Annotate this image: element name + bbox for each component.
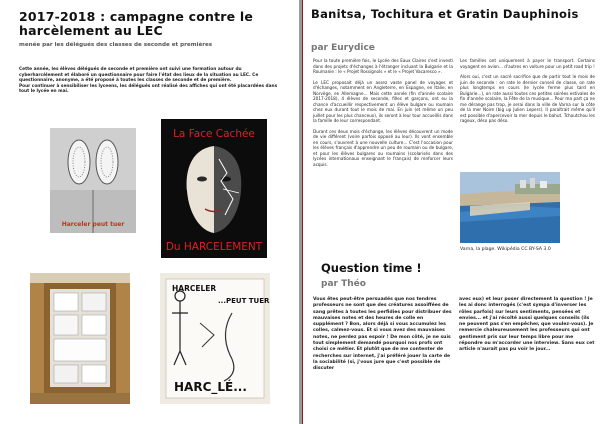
poster3-right: ...PEUT TUER xyxy=(218,297,270,305)
poster-slippers-photo xyxy=(50,128,136,233)
section-byline: par Théo xyxy=(321,279,366,289)
paragraph: Pour la toute première fois, le Lycée des Eaux Claires s'est investi dans des projets d'échanges à l'étranger incluant la Bulgarie et la Roumanie : le « Projet Rossignols » et le « Projet Vacaresco ». xyxy=(313,58,453,74)
paragraph: Le LEC proposait déjà un assez vaste panel de voyages et d'échanges, notamment en Angleterre, en Espagne, en Italie, en Norvège, en Allemagne... Mais cette année (fin d'année scolaire 2017-2018), 4 élèves de seconde, filles et garçons, ont eu la chance d'accueillir respectivement un élève bulgare ou roumain chez eux durant tout le mois de mai. En juin (et même un peu juillet pour les plus chanceux), ils seront à leur tour accueillis dans la famille de leur correspondant. xyxy=(313,79,453,123)
photo-caption: Varna, la plage. Wikipédia CC BY-SA 3.0 xyxy=(460,247,551,252)
question-column-1: Vous êtes peut-être persuadés que nos tendres professeurs ne sont que des créatures assoiffées de sang prêtes à toutes les perfidies pour distribuer des mauvaises notes et des heures de colle en supplément ? Bon, alors déjà si vous accumulez les colles, calmez-vous. Et si vous avez des mauvaises notes, ne perdez pas espoir ! De mon côté, je ne suis tout simplement demandé pourquoi nos profs ont choisi ce métier. Et plutôt que de me contenter de recherches sur internet, j'ai préféré jouer la carte de la sociabilité (si, j'vous jure que c'est possible de discuter xyxy=(313,297,452,372)
poster-face-photo xyxy=(161,119,267,258)
paragraph: Alors oui, c'est un sacré sacrifice que de partir tout le mois de juin de seconde : on rate le dernier conseil de classe, on rate plus longtemps en cours (le lycée ferme plus tard en Bulgarie...), on rate aussi toutes ces petites soirées estivales de fin d'année scolaire, la Fête de la musique... Pour ma part ça ne me dérange pas trop, je serai dans la ville de Varna sur la côte de la mer Noire (big up Julien Lepers). Il paraîtrait même qu'il est possible d'apercevoir la mer depuis le bahut. Tchoutchou les rageux, déso pas déso. xyxy=(460,74,595,123)
poster3-left: HARCELER xyxy=(172,284,217,293)
paragraph: Les familles ont uniquement à payer le transport. Certains voyagent en avion... d'autres en voiture pour un petit road trip ! xyxy=(460,58,595,69)
article-subtitle: menée par les délégués des classes de seconde et premières xyxy=(19,42,213,48)
poster1-caption: Harceler peut tuer xyxy=(61,221,125,228)
poster2-title: La Face Cachée xyxy=(173,128,255,140)
article-title: 2017-2018 : campagne contre le harcèlement au LEC xyxy=(19,9,254,38)
article-byline: par Eurydice xyxy=(311,43,375,53)
question-column-2: avec eux) et leur poser directement la question ! Je les ai donc interrogés (c'est sympa d'inverser les rôles parfois) sur leurs sentiments, pensées et envies... et j'ai récolté aussi quelques conseils (ils ne peuvent pas s'en empêcher, que voulez-vous). Je remercie chaleureusement les professeurs qui ont gentiment pris sur leur temps libre pour me répondre ou m'accorder une interview. Sans eux cet article n'aurait pas pu voir le jour... xyxy=(459,297,595,353)
section-title: Question time ! xyxy=(321,261,422,275)
poster-harcele-photo xyxy=(160,273,270,404)
right-page xyxy=(303,0,600,424)
article-intro xyxy=(19,67,283,95)
poster3-bottom: HARC_LÉ... xyxy=(174,380,247,394)
corridor-display-photo xyxy=(30,273,130,404)
poster2-footer: Du HARCELEMENT xyxy=(165,241,263,253)
paragraph: Durant ces deux mois d'échange, les élèves découvrent un mode de vie différent (voire parfois opposé au leur). Ils vont ensemble en cours, s'ouvrent à une nouvelle culture... C'est l'occasion pour les élèves français d'apprendre un peu de roumain ou de bulgare, et pour les élèves bulgares ou roumains (scolarisés dans des lycées internationaux enseignant le français) de renforcer leurs acquis. xyxy=(313,128,453,167)
article-title: Banitsa, Tochitura et Gratin Dauphinois xyxy=(311,7,579,21)
intro-paragraph: Cette année, les élèves délégués de seconde et première ont suivi une formation autour du cyberharcèlement et élaboré un questionnaire pour faire l'état des lieux de la situation au LEC. Ce questionnaire, anonyme, a été proposé à toutes les classes de seconde et de première. xyxy=(19,67,259,84)
intro-paragraph: Pour continuer à sensibiliser les lyceens, les délégués ont réalisé des affiches qui ont été placardées dans tout le lycée en mai. xyxy=(19,83,278,95)
left-page xyxy=(0,0,299,424)
varna-beach-photo xyxy=(460,172,560,243)
article-column-1 xyxy=(313,58,453,172)
article-column-2 xyxy=(460,58,595,129)
